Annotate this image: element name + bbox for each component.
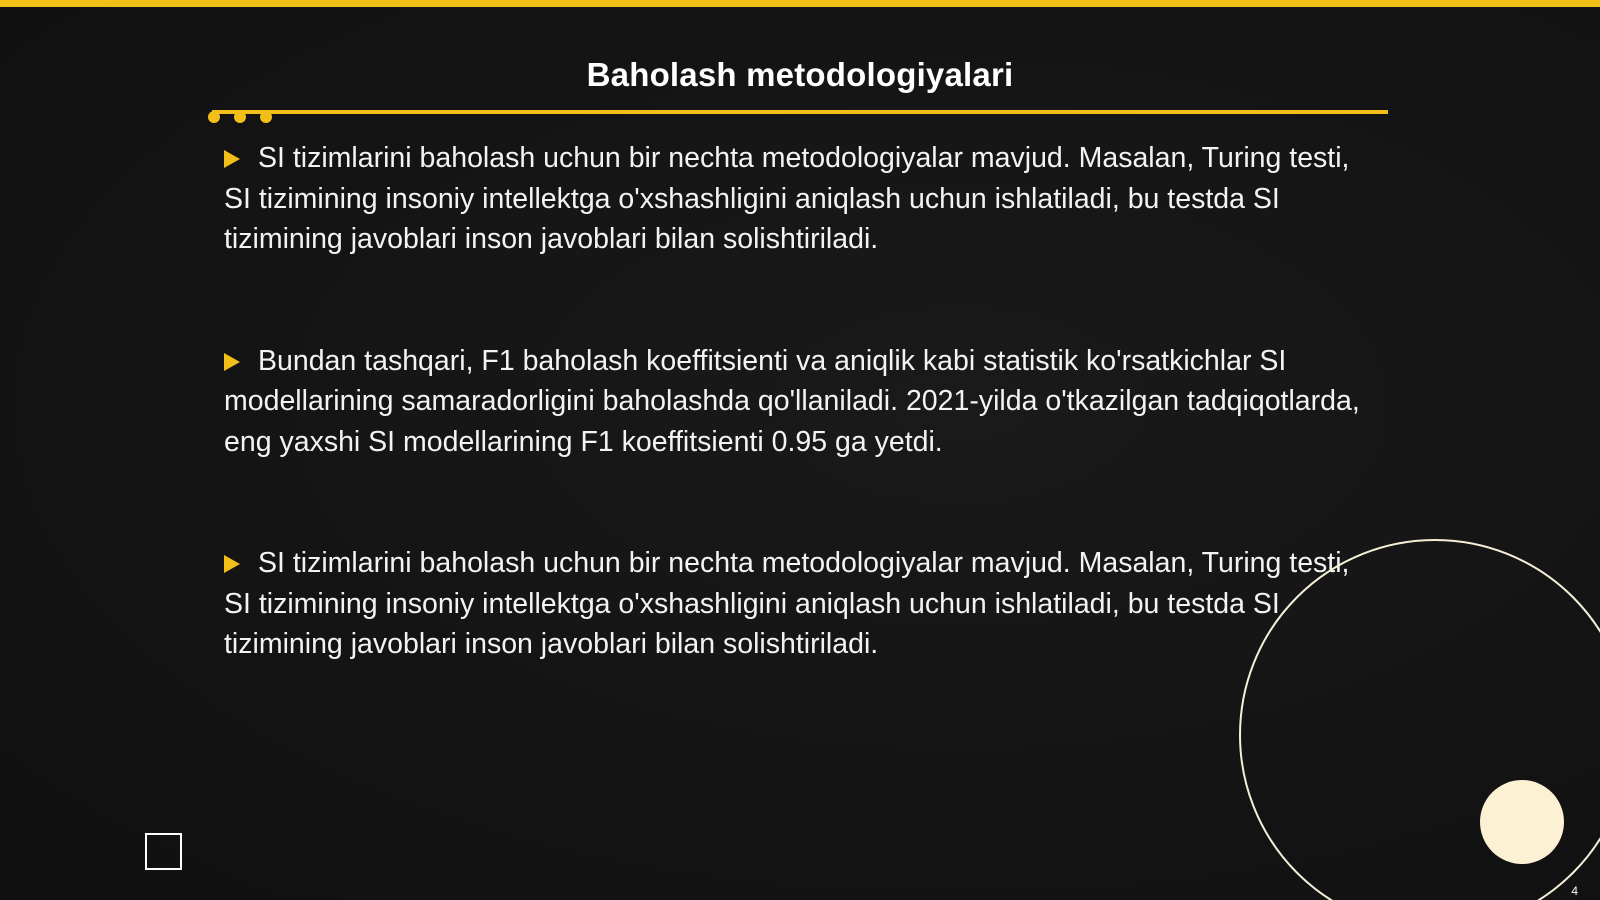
slide-title: Baholash metodologiyalari [586,56,1014,93]
bullet-list [224,138,1374,746]
decor-dot [208,111,220,123]
decor-dot [260,111,272,123]
page-number: 4 [1571,884,1578,898]
triangle-right-icon [224,555,240,573]
bullet-text: SI tizimlarini baholash uchun bir nechta metodologiyalar mavjud. Masalan, Turing testi, SI tizimining insoniy intellektga o'xshashligini aniqlash uchun ishlatiladi, bu testda SI tizimining javoblari inson javoblari bilan solishtiriladi. [224,547,1350,660]
bullet-text: SI tizimlarini baholash uchun bir nechta metodologiyalar mavjud. Masalan, Turing testi, SI tizimining insoniy intellektga o'xshashligini aniqlash uchun ishlatiladi, bu testda SI tizimining javoblari inson javoblari bilan solishtiriladi. [224,142,1350,255]
bullet-item [224,138,1374,260]
bullet-text: Bundan tashqari, F1 baholash koeffitsienti va aniqlik kabi statistik ko'rsatkichlar SI modellarining samaradorligini baholashda qo'llaniladi. 2021-yilda o'tkazilgan tadqiqotlarda, eng yaxshi SI modellarining F1 koeffitsienti 0.95 ga yetdi. [224,344,1360,458]
triangle-right-icon [224,353,240,371]
triangle-right-icon [224,150,240,168]
top-accent-bar [0,0,1600,7]
bullet-item [224,341,1374,463]
title-underline [212,110,1388,114]
decor-dot [234,111,246,123]
decor-circle-filled [1480,780,1564,864]
bullet-item [224,543,1374,665]
decor-square [145,833,182,870]
